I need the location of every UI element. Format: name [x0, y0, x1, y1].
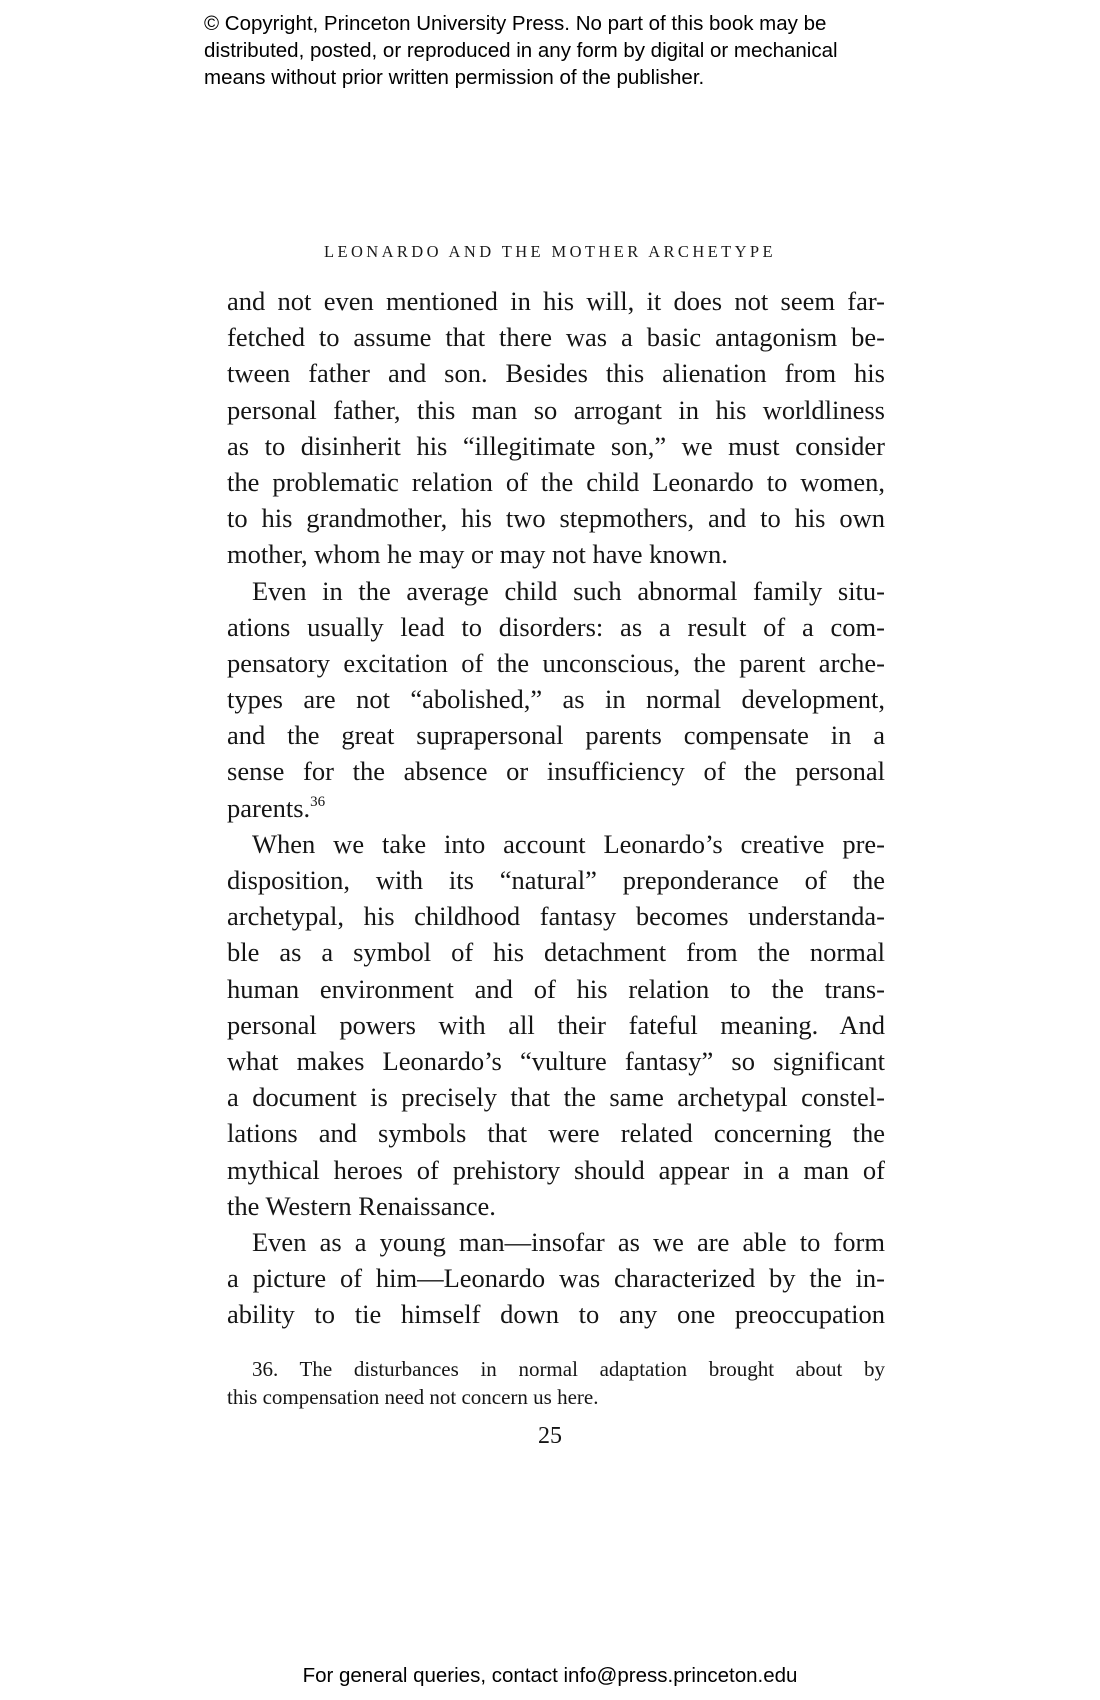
footnote-reference: 36 — [310, 793, 326, 810]
body-line: lations and symbols that were related concerning the — [227, 1118, 885, 1149]
footnote — [227, 1355, 885, 1411]
footer-contact: For general queries, contact info@press.princeton.edu — [302, 1664, 798, 1687]
body-line: types are not “abolished,” as in normal development, — [227, 684, 885, 715]
body-line: the problematic relation of the child Leonardo to women, — [227, 466, 885, 497]
body-line: Even in the average child such abnormal family situ- — [252, 575, 885, 606]
footnote-line: 36. The disturbances in normal adaptation brought about by — [252, 1357, 885, 1381]
body-line: disposition, with its “natural” preponderance of the — [227, 865, 885, 895]
body-line: the Western Renaissance. — [227, 1190, 496, 1221]
body-line: When we take into account Leonardo’s creative pre- — [252, 828, 885, 859]
body-line: what makes Leonardo’s “vulture fantasy” so significant — [227, 1045, 885, 1076]
body-line — [227, 790, 885, 826]
body-line: ations usually lead to disorders: as a result of a com- — [227, 611, 885, 642]
footnote-line: this compensation need not concern us here. — [227, 1385, 599, 1409]
body-line: archetypal, his childhood fantasy becomes understanda- — [227, 901, 885, 932]
body-line: tween father and son. Besides this alienation from his — [227, 358, 885, 389]
page-number: 25 — [538, 1423, 562, 1449]
body-line: pensatory excitation of the unconscious, the parent arche- — [227, 647, 885, 678]
body-line: personal powers with all their fateful meaning. And — [227, 1009, 885, 1040]
body-line: a document is precisely that the same archetypal constel- — [227, 1082, 885, 1113]
body-line: sense for the absence or insufficiency of the personal — [227, 756, 885, 787]
body-line: and the great suprapersonal parents compensate in a — [227, 720, 885, 751]
copyright-notice — [204, 10, 924, 91]
body-line: mother, whom he may or may not have known. — [227, 539, 728, 570]
copyright-line: © Copyright, Princeton University Press. No part of this book may be — [204, 12, 827, 35]
copyright-line: distributed, posted, or reproduced in any form by digital or mechanical — [204, 39, 838, 62]
body-text — [227, 283, 885, 1332]
body-line: and not even mentioned in his will, it does not seem far- — [227, 286, 885, 316]
body-line: ability to tie himself down to any one preoccupation — [227, 1299, 885, 1330]
body-line: a picture of him—Leonardo was characterized by the in- — [227, 1263, 885, 1294]
body-line: personal father, this man so arrogant in his worldliness — [227, 394, 885, 425]
copyright-line: means without prior written permission of the publisher. — [204, 66, 705, 89]
running-head: LEONARDO AND THE MOTHER ARCHETYPE — [324, 242, 776, 261]
body-line: Even as a young man—insofar as we are able to form — [252, 1226, 885, 1257]
body-line: mythical heroes of prehistory should appear in a man of — [227, 1154, 885, 1185]
body-line: human environment and of his relation to the trans- — [227, 973, 885, 1004]
body-line: fetched to assume that there was a basic antagonism be- — [227, 322, 885, 353]
body-line: as to disinherit his “illegitimate son,” we must consider — [227, 430, 885, 461]
body-line: to his grandmother, his two stepmothers, and to his own — [227, 503, 885, 534]
body-line: ble as a symbol of his detachment from the normal — [227, 937, 885, 968]
body-line-text: parents. — [227, 792, 311, 823]
